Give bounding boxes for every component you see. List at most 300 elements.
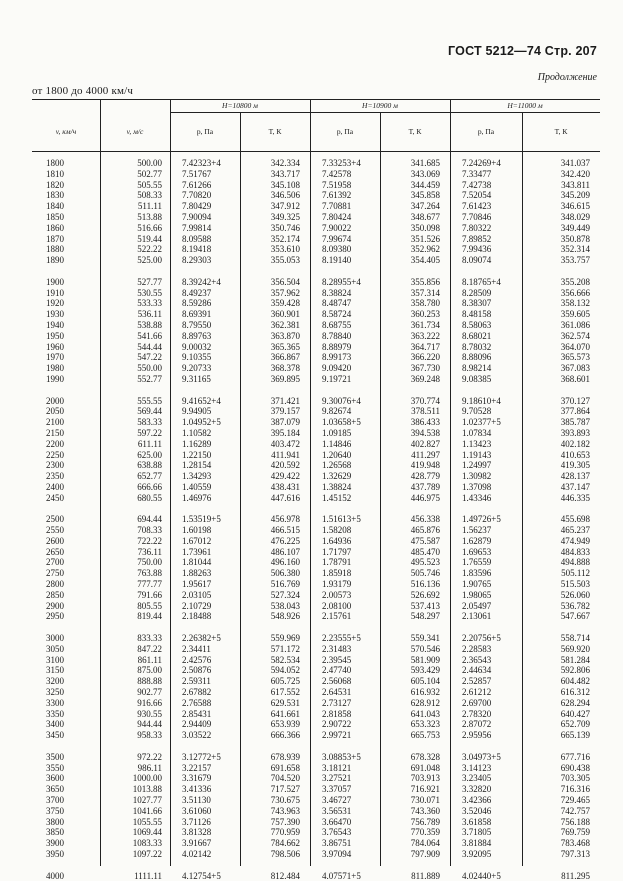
cell-pressure-h3: 8.48158 xyxy=(462,309,492,320)
cell-pressure-h2: 8.78840 xyxy=(322,330,352,341)
cell-temperature-h3: 592.806 xyxy=(560,665,590,676)
cell-temperature-h3: 358.132 xyxy=(560,298,590,309)
cell-pressure-h2: 1.58208 xyxy=(322,525,352,536)
cell-pressure-h3: 2.87072 xyxy=(462,719,492,730)
cell-temperature-h1: 343.717 xyxy=(270,168,300,179)
cell-velocity-ms: 569.44 xyxy=(137,406,162,417)
cell-velocity-ms: 544.44 xyxy=(137,341,162,352)
cell-pressure-h2: 7.42578 xyxy=(322,168,352,179)
cell-temperature-h1: 757.390 xyxy=(270,816,300,827)
cell-velocity-kmh: 2250 xyxy=(46,449,64,460)
cell-pressure-h1: 1.28154 xyxy=(182,460,212,471)
cell-temperature-h1: 506.380 xyxy=(270,568,300,579)
cell-temperature-h1: 770.959 xyxy=(270,827,300,838)
cell-velocity-kmh: 1840 xyxy=(46,201,64,212)
cell-pressure-h1: 8.89763 xyxy=(182,330,212,341)
table-row xyxy=(32,244,600,255)
cell-velocity-kmh: 3300 xyxy=(46,697,64,708)
cell-pressure-h2: 1.93179 xyxy=(322,579,352,590)
table-row xyxy=(32,363,600,374)
cell-pressure-h2: 8.09380 xyxy=(322,244,352,255)
cell-temperature-h1: 387.079 xyxy=(270,417,300,428)
cell-pressure-h3: 8.68021 xyxy=(462,330,492,341)
cell-pressure-h1: 1.73961 xyxy=(182,546,212,557)
cell-temperature-h3: 716.316 xyxy=(560,784,590,795)
cell-pressure-h2: 1.14846 xyxy=(322,438,352,449)
cell-temperature-h1: 678.939 xyxy=(270,751,300,762)
table-row xyxy=(32,547,600,558)
atmosphere-table xyxy=(32,99,600,881)
cell-temperature-h1: 559.969 xyxy=(270,633,300,644)
cell-velocity-kmh: 1940 xyxy=(46,319,64,330)
table-row xyxy=(32,352,600,363)
table-row xyxy=(32,298,600,309)
table-row xyxy=(32,871,600,881)
cell-pressure-h1: 3.71126 xyxy=(182,816,211,827)
cell-pressure-h3: 8.18765+4 xyxy=(462,276,501,287)
cell-temperature-h2: 756.789 xyxy=(410,816,440,827)
table-row xyxy=(32,406,600,417)
cell-pressure-h3: 8.78032 xyxy=(462,341,492,352)
cell-temperature-h1: 355.053 xyxy=(270,255,300,266)
cell-pressure-h2: 1.20640 xyxy=(322,449,352,460)
cell-pressure-h2: 2.56068 xyxy=(322,676,352,687)
col-velocity-ms: v, м/с xyxy=(126,127,144,136)
cell-pressure-h3: 3.71805 xyxy=(462,827,492,838)
cell-pressure-h3: 8.58063 xyxy=(462,319,492,330)
cell-pressure-h3: 3.23405 xyxy=(462,773,492,784)
cell-velocity-kmh: 2400 xyxy=(46,481,64,492)
cell-pressure-h3: 7.61423 xyxy=(462,201,492,212)
cell-velocity-kmh: 1980 xyxy=(46,363,64,374)
cell-pressure-h1: 1.22150 xyxy=(182,449,212,460)
table-row xyxy=(32,698,600,709)
cell-velocity-kmh: 3800 xyxy=(46,816,64,827)
cell-velocity-ms: 875.00 xyxy=(137,665,162,676)
cell-velocity-ms: 1083.33 xyxy=(132,838,162,849)
cell-pressure-h3: 2.20756+5 xyxy=(462,633,501,644)
cell-velocity-ms: 819.44 xyxy=(137,611,162,622)
cell-temperature-h2: 797.909 xyxy=(410,849,440,859)
cell-velocity-kmh: 3050 xyxy=(46,643,64,654)
cell-temperature-h2: 361.734 xyxy=(410,319,440,330)
table-row xyxy=(32,752,600,763)
cell-pressure-h3: 2.36543 xyxy=(462,654,492,665)
continuation-label: Продолжение xyxy=(537,72,597,83)
cell-temperature-h1: 666.366 xyxy=(270,730,300,741)
col-temperature-3: T, К xyxy=(554,127,568,136)
table-row xyxy=(32,288,600,299)
table-row xyxy=(32,439,600,450)
cell-temperature-h3: 356.666 xyxy=(560,287,590,298)
cell-temperature-h3: 640.427 xyxy=(560,708,590,719)
cell-temperature-h1: 641.661 xyxy=(270,708,300,719)
cell-pressure-h2: 8.19140 xyxy=(322,255,352,266)
cell-pressure-h2: 8.99173 xyxy=(322,352,352,363)
table-row xyxy=(32,374,600,385)
cell-temperature-h3: 769.759 xyxy=(560,827,590,838)
cell-temperature-h2: 616.932 xyxy=(410,687,440,698)
range-label: от 1800 до 4000 км/ч xyxy=(32,85,134,97)
cell-temperature-h1: 438.431 xyxy=(270,481,300,492)
table-row xyxy=(32,557,600,568)
cell-pressure-h1: 1.95617 xyxy=(182,579,212,590)
cell-velocity-ms: 750.00 xyxy=(137,557,162,568)
cell-velocity-kmh: 1850 xyxy=(46,211,64,222)
cell-pressure-h3: 1.19143 xyxy=(462,449,492,460)
table-row xyxy=(32,525,600,536)
table-row xyxy=(32,460,600,471)
cell-pressure-h2: 1.78791 xyxy=(322,557,352,568)
cell-pressure-h3: 4.02440+5 xyxy=(462,870,501,881)
cell-velocity-kmh: 1830 xyxy=(46,190,64,201)
cell-pressure-h2: 2.90722 xyxy=(322,719,352,730)
cell-temperature-h1: 743.963 xyxy=(270,805,300,816)
cell-temperature-h3: 526.060 xyxy=(560,589,590,600)
cell-pressure-h1: 8.09588 xyxy=(182,233,212,244)
cell-temperature-h1: 365.365 xyxy=(270,341,300,352)
cell-temperature-h2: 716.921 xyxy=(410,784,440,795)
cell-temperature-h3: 353.757 xyxy=(560,255,590,266)
cell-temperature-h2: 428.779 xyxy=(410,471,440,482)
table-row xyxy=(32,536,600,547)
cell-pressure-h3: 1.56237 xyxy=(462,525,492,536)
cell-pressure-h3: 2.13061 xyxy=(462,611,492,622)
cell-velocity-kmh: 2500 xyxy=(46,514,64,525)
cell-temperature-h1: 582.534 xyxy=(270,654,300,665)
table-row xyxy=(32,849,600,860)
cell-temperature-h3: 465.237 xyxy=(560,525,590,536)
cell-velocity-kmh: 1930 xyxy=(46,309,64,320)
cell-pressure-h2: 9.82674 xyxy=(322,406,352,417)
cell-velocity-ms: 525.00 xyxy=(137,255,162,266)
cell-temperature-h1: 486.107 xyxy=(270,546,300,557)
table-row xyxy=(32,201,600,212)
cell-pressure-h2: 8.88979 xyxy=(322,341,352,352)
cell-temperature-h2: 354.405 xyxy=(410,255,440,266)
cell-temperature-h3: 494.888 xyxy=(560,557,590,568)
cell-temperature-h1: 360.901 xyxy=(270,309,300,320)
col-temperature-1: T, К xyxy=(268,127,282,136)
cell-temperature-h1: 342.334 xyxy=(270,158,300,168)
cell-pressure-h3: 7.52054 xyxy=(462,190,492,201)
cell-pressure-h2: 3.46727 xyxy=(322,795,352,806)
table-row xyxy=(32,158,600,169)
cell-temperature-h1: 345.108 xyxy=(270,179,300,190)
block-gap xyxy=(32,266,600,277)
cell-pressure-h3: 2.44634 xyxy=(462,665,492,676)
cell-temperature-h3: 368.601 xyxy=(560,373,590,384)
cell-velocity-ms: 986.11 xyxy=(137,762,162,773)
cell-velocity-ms: 1111.11 xyxy=(134,870,162,881)
table-header xyxy=(32,99,600,152)
cell-pressure-h3: 8.88096 xyxy=(462,352,492,363)
cell-temperature-h2: 411.297 xyxy=(411,449,440,460)
cell-temperature-h2: 364.717 xyxy=(410,341,440,352)
cell-pressure-h1: 8.19418 xyxy=(182,244,212,255)
cell-temperature-h2: 378.511 xyxy=(411,406,440,417)
cell-velocity-kmh: 3950 xyxy=(46,849,64,859)
table-row xyxy=(32,277,600,288)
cell-velocity-kmh: 3450 xyxy=(46,730,64,741)
cell-velocity-ms: 1027.77 xyxy=(132,795,162,806)
cell-velocity-kmh: 3850 xyxy=(46,827,64,838)
cell-temperature-h2: 559.341 xyxy=(410,633,440,644)
cell-pressure-h3: 3.61858 xyxy=(462,816,492,827)
cell-temperature-h2: 505.746 xyxy=(410,568,440,579)
cell-pressure-h3: 1.13423 xyxy=(462,438,492,449)
cell-temperature-h1: 357.962 xyxy=(270,287,300,298)
cell-pressure-h3: 1.24997 xyxy=(462,460,492,471)
table-row xyxy=(32,396,600,407)
cell-temperature-h2: 475.587 xyxy=(410,535,440,546)
cell-temperature-h2: 370.774 xyxy=(410,395,440,406)
cell-pressure-h2: 3.08853+5 xyxy=(322,751,361,762)
cell-pressure-h2: 3.76543 xyxy=(322,827,352,838)
cell-velocity-ms: 538.88 xyxy=(137,319,162,330)
cell-velocity-kmh: 1800 xyxy=(46,158,64,168)
cell-pressure-h2: 7.80424 xyxy=(322,211,352,222)
cell-pressure-h1: 7.80429 xyxy=(182,201,212,212)
cell-temperature-h1: 403.472 xyxy=(270,438,300,449)
cell-velocity-ms: 708.33 xyxy=(137,525,162,536)
cell-velocity-kmh: 2050 xyxy=(46,406,64,417)
cell-temperature-h3: 393.893 xyxy=(560,427,590,438)
cell-temperature-h1: 798.506 xyxy=(270,849,300,859)
cell-velocity-kmh: 3000 xyxy=(46,633,64,644)
cell-temperature-h3: 370.127 xyxy=(560,395,590,406)
cell-pressure-h3: 8.28509 xyxy=(462,287,492,298)
group-h2: H=10900 м xyxy=(362,101,398,110)
cell-pressure-h2: 1.85918 xyxy=(322,568,352,579)
table-row xyxy=(32,514,600,525)
cell-velocity-ms: 583.33 xyxy=(137,417,162,428)
cell-velocity-kmh: 1990 xyxy=(46,373,64,384)
cell-temperature-h1: 538.043 xyxy=(270,600,300,611)
cell-pressure-h2: 3.37057 xyxy=(322,784,352,795)
cell-temperature-h2: 581.909 xyxy=(410,654,440,665)
cell-pressure-h1: 2.76588 xyxy=(182,697,212,708)
table-row xyxy=(32,590,600,601)
cell-velocity-kmh: 1890 xyxy=(46,255,64,266)
cell-velocity-ms: 777.77 xyxy=(137,579,162,590)
cell-pressure-h2: 1.26568 xyxy=(322,460,352,471)
cell-temperature-h2: 456.338 xyxy=(410,514,440,525)
table-row xyxy=(32,730,600,741)
table-row xyxy=(32,611,600,622)
cell-velocity-kmh: 1900 xyxy=(46,276,64,287)
cell-velocity-ms: 511.11 xyxy=(137,201,162,212)
cell-temperature-h2: 605.104 xyxy=(410,676,440,687)
cell-pressure-h1: 4.12754+5 xyxy=(182,870,221,881)
cell-pressure-h2: 2.23555+5 xyxy=(322,633,361,644)
table-row xyxy=(32,169,600,180)
cell-temperature-h2: 437.789 xyxy=(410,481,440,492)
cell-velocity-kmh: 3350 xyxy=(46,708,64,719)
cell-pressure-h2: 7.90022 xyxy=(322,222,352,233)
cell-pressure-h3: 3.92095 xyxy=(462,849,492,859)
cell-velocity-kmh: 3250 xyxy=(46,687,64,698)
cell-temperature-h2: 537.413 xyxy=(410,600,440,611)
cell-temperature-h3: 437.147 xyxy=(560,481,590,492)
cell-pressure-h1: 2.18488 xyxy=(182,611,212,622)
cell-temperature-h3: 361.086 xyxy=(560,319,590,330)
cell-pressure-h3: 1.83596 xyxy=(462,568,492,579)
table-row xyxy=(32,806,600,817)
cell-pressure-h2: 8.68755 xyxy=(322,319,352,330)
table-row xyxy=(32,601,600,612)
block-gap xyxy=(32,860,600,871)
cell-temperature-h1: 371.421 xyxy=(270,395,300,406)
cell-pressure-h1: 1.16289 xyxy=(182,438,212,449)
col-temperature-2: T, К xyxy=(408,127,422,136)
cell-temperature-h3: 616.312 xyxy=(560,687,590,698)
cell-velocity-kmh: 2650 xyxy=(46,546,64,557)
cell-pressure-h3: 2.95956 xyxy=(462,730,492,741)
cell-pressure-h2: 2.15761 xyxy=(322,611,352,622)
cell-temperature-h2: 363.222 xyxy=(410,330,440,341)
table-row xyxy=(32,817,600,828)
cell-temperature-h1: 812.484 xyxy=(270,870,300,881)
cell-pressure-h1: 9.00032 xyxy=(182,341,212,352)
cell-velocity-kmh: 3700 xyxy=(46,795,64,806)
cell-pressure-h2: 8.48747 xyxy=(322,298,352,309)
cell-pressure-h1: 2.94409 xyxy=(182,719,212,730)
cell-pressure-h1: 7.70820 xyxy=(182,190,212,201)
cell-pressure-h1: 9.20733 xyxy=(182,363,212,374)
cell-pressure-h2: 7.61392 xyxy=(322,190,352,201)
cell-pressure-h1: 8.79550 xyxy=(182,319,212,330)
cell-pressure-h1: 3.81328 xyxy=(182,827,212,838)
cell-velocity-ms: 611.11 xyxy=(137,438,162,449)
cell-temperature-h3: 428.137 xyxy=(560,471,590,482)
cell-velocity-kmh: 3900 xyxy=(46,838,64,849)
cell-temperature-h1: 349.325 xyxy=(270,211,300,222)
cell-temperature-h3: 652.709 xyxy=(560,719,590,730)
cell-temperature-h2: 516.136 xyxy=(410,579,440,590)
cell-pressure-h1: 1.60198 xyxy=(182,525,212,536)
cell-temperature-h2: 343.069 xyxy=(410,168,440,179)
cell-temperature-h2: 345.858 xyxy=(410,190,440,201)
cell-velocity-kmh: 2750 xyxy=(46,568,64,579)
cell-velocity-ms: 1013.88 xyxy=(132,784,162,795)
cell-temperature-h2: 369.248 xyxy=(410,373,440,384)
cell-velocity-ms: 1041.66 xyxy=(132,805,162,816)
cell-temperature-h2: 402.827 xyxy=(410,438,440,449)
cell-temperature-h2: 355.856 xyxy=(410,276,440,287)
cell-temperature-h1: 353.610 xyxy=(270,244,300,255)
cell-temperature-h2: 691.048 xyxy=(410,762,440,773)
cell-pressure-h3: 1.90765 xyxy=(462,579,492,590)
table-row xyxy=(32,234,600,245)
cell-pressure-h3: 2.61212 xyxy=(462,687,492,698)
cell-velocity-kmh: 2150 xyxy=(46,427,64,438)
cell-pressure-h3: 3.14123 xyxy=(462,762,492,773)
cell-temperature-h3: 410.653 xyxy=(560,449,590,460)
cell-velocity-kmh: 1920 xyxy=(46,298,64,309)
cell-pressure-h1: 9.31165 xyxy=(182,373,211,384)
cell-pressure-h3: 1.37098 xyxy=(462,481,492,492)
cell-temperature-h2: 743.360 xyxy=(410,805,440,816)
cell-temperature-h3: 797.313 xyxy=(560,849,590,859)
cell-velocity-ms: 508.33 xyxy=(137,190,162,201)
cell-temperature-h1: 356.504 xyxy=(270,276,300,287)
cell-temperature-h2: 678.328 xyxy=(410,751,440,762)
cell-pressure-h2: 1.03658+5 xyxy=(322,417,361,428)
cell-temperature-h1: 456.978 xyxy=(270,514,300,525)
cell-pressure-h3: 7.89852 xyxy=(462,233,492,244)
cell-temperature-h1: 617.552 xyxy=(270,687,300,698)
cell-pressure-h2: 2.47740 xyxy=(322,665,352,676)
cell-temperature-h1: 347.912 xyxy=(270,201,300,212)
cell-temperature-h2: 360.253 xyxy=(410,309,440,320)
cell-temperature-h2: 784.064 xyxy=(410,838,440,849)
cell-velocity-kmh: 3650 xyxy=(46,784,64,795)
cell-temperature-h3: 505.112 xyxy=(561,568,590,579)
table-row xyxy=(32,633,600,644)
cell-temperature-h3: 756.188 xyxy=(560,816,590,827)
cell-pressure-h2: 8.58724 xyxy=(322,309,352,320)
page-header: ГОСТ 5212—74 Стр. 207 xyxy=(448,44,597,58)
cell-pressure-h2: 3.18121 xyxy=(322,762,352,773)
cell-pressure-h3: 7.70846 xyxy=(462,211,492,222)
cell-temperature-h3: 343.811 xyxy=(561,179,590,190)
cell-temperature-h2: 446.975 xyxy=(410,492,440,503)
cell-velocity-kmh: 2550 xyxy=(46,525,64,536)
cell-pressure-h2: 1.71797 xyxy=(322,546,352,557)
block-gap xyxy=(32,504,600,515)
cell-velocity-ms: 1055.55 xyxy=(132,816,162,827)
cell-velocity-ms: 861.11 xyxy=(137,654,162,665)
col-pressure-3: p, Па xyxy=(477,127,495,136)
cell-velocity-ms: 1000.00 xyxy=(132,773,162,784)
cell-temperature-h2: 570.546 xyxy=(410,643,440,654)
cell-temperature-h2: 665.753 xyxy=(410,730,440,741)
cell-pressure-h1: 7.42323+4 xyxy=(182,158,221,168)
cell-pressure-h2: 2.64531 xyxy=(322,687,352,698)
cell-temperature-h3: 350.878 xyxy=(560,233,590,244)
cell-pressure-h1: 7.51767 xyxy=(182,168,212,179)
col-pressure-1: p, Па xyxy=(196,127,214,136)
cell-temperature-h2: 730.071 xyxy=(410,795,440,806)
cell-temperature-h1: 717.527 xyxy=(270,784,300,795)
cell-temperature-h1: 516.769 xyxy=(270,579,300,590)
cell-velocity-ms: 1069.44 xyxy=(132,827,162,838)
cell-temperature-h3: 783.468 xyxy=(560,838,590,849)
cell-temperature-h1: 350.746 xyxy=(270,222,300,233)
cell-pressure-h2: 7.99674 xyxy=(322,233,352,244)
cell-temperature-h3: 628.294 xyxy=(560,697,590,708)
table-row xyxy=(32,763,600,774)
cell-pressure-h1: 9.94905 xyxy=(182,406,212,417)
table-row xyxy=(32,838,600,849)
cell-velocity-ms: 519.44 xyxy=(137,233,162,244)
table-row xyxy=(32,428,600,439)
cell-pressure-h3: 7.33477 xyxy=(462,168,492,179)
cell-temperature-h1: 411.941 xyxy=(271,449,300,460)
cell-velocity-kmh: 3100 xyxy=(46,654,64,665)
cell-pressure-h3: 8.38307 xyxy=(462,298,492,309)
table-row xyxy=(32,309,600,320)
table-row xyxy=(32,568,600,579)
cell-temperature-h3: 348.029 xyxy=(560,211,590,222)
cell-pressure-h1: 1.67012 xyxy=(182,535,212,546)
cell-velocity-kmh: 3750 xyxy=(46,805,64,816)
table-row xyxy=(32,320,600,331)
cell-pressure-h3: 1.62879 xyxy=(462,535,492,546)
cell-pressure-h1: 2.34411 xyxy=(182,643,211,654)
cell-temperature-h1: 605.725 xyxy=(270,676,300,687)
